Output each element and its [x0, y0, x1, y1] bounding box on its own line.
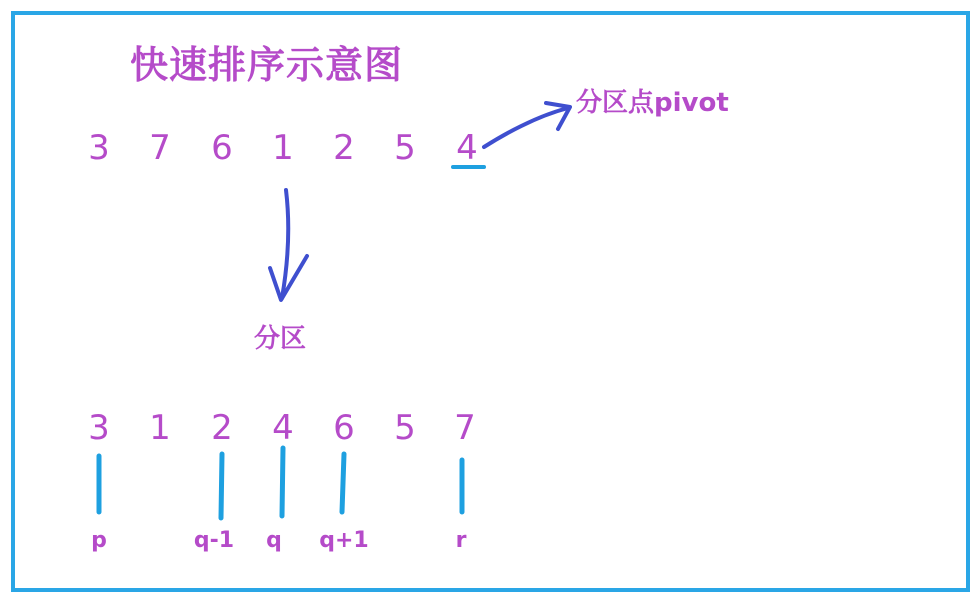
partitioned-element-2: 2	[211, 408, 233, 448]
partitioned-element-0: 3	[88, 408, 110, 448]
partitioned-element-5: 5	[394, 408, 416, 448]
index-label-q-minus-1: q-1	[193, 528, 235, 553]
original-element-1: 7	[149, 128, 171, 168]
index-label-p: p	[91, 528, 107, 553]
original-element-5: 5	[394, 128, 416, 168]
pivot-label: 分区点pivot	[576, 88, 729, 118]
index-label-r: r	[455, 528, 467, 553]
index-label-q: q	[266, 528, 282, 553]
partitioned-element-3: 4	[272, 408, 294, 448]
diagram-title: 快速排序示意图	[130, 43, 404, 87]
partitioned-element-4: 6	[333, 408, 355, 448]
original-element-2: 6	[211, 128, 233, 168]
partition-label: 分区	[254, 324, 307, 354]
partitioned-element-6: 7	[454, 408, 476, 448]
original-element-4: 2	[333, 128, 355, 168]
original-element-3: 1	[272, 128, 294, 168]
diagram-frame	[11, 11, 970, 592]
partitioned-element-1: 1	[149, 408, 171, 448]
original-element-0: 3	[88, 128, 110, 168]
index-label-q-plus-1: q+1	[319, 528, 369, 553]
original-element-pivot: 4	[456, 128, 478, 168]
